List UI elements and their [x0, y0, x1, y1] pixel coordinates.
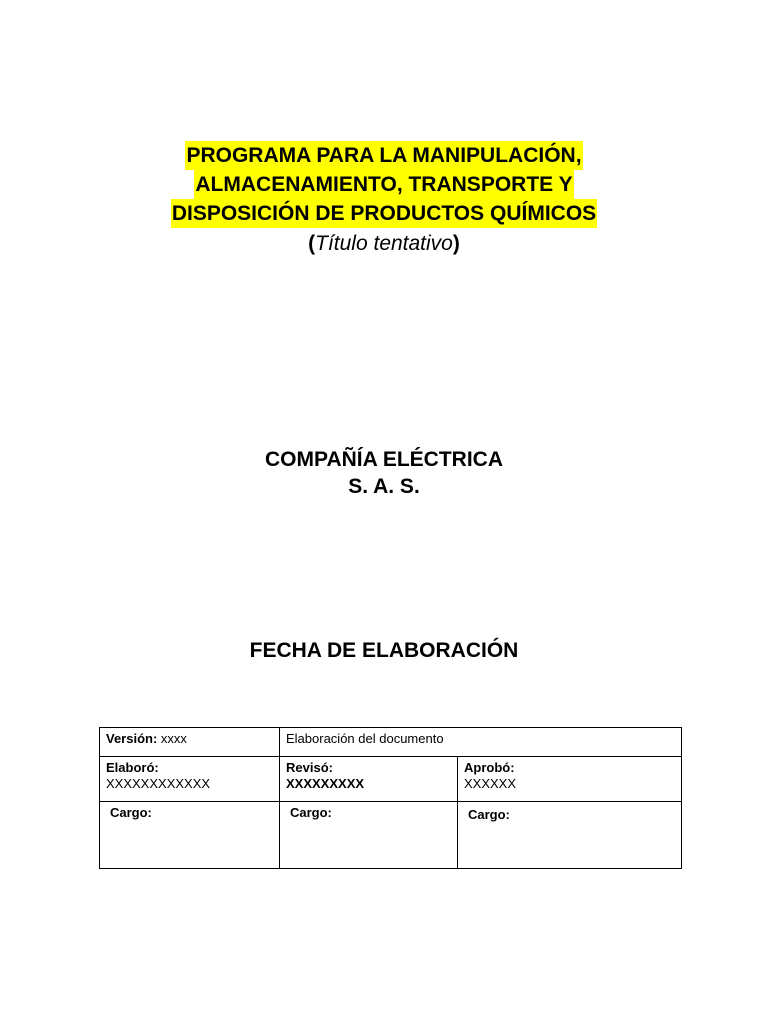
title-line-1: PROGRAMA PARA LA MANIPULACIÓN,: [185, 141, 582, 170]
title-line-3: DISPOSICIÓN DE PRODUCTOS QUÍMICOS: [171, 199, 597, 228]
aprobo-cell: [458, 757, 682, 802]
subtitle-close-paren: ): [452, 232, 460, 255]
aprobo-value: XXXXXX: [464, 776, 517, 791]
table-row: [100, 802, 682, 869]
title-line-2: ALMACENAMIENTO, TRANSPORTE Y: [194, 170, 573, 199]
version-cell: [100, 728, 280, 757]
reviso-cell: [280, 757, 458, 802]
description-cell: [280, 728, 682, 757]
company-name: [0, 446, 768, 500]
document-title: [0, 141, 768, 228]
cargo-cell-1: [100, 802, 280, 869]
elaboro-cell: [100, 757, 280, 802]
company-name-line-1: COMPAÑÍA ELÉCTRICA: [265, 448, 503, 471]
reviso-value: XXXXXXXXX: [286, 776, 365, 791]
table-row: [100, 757, 682, 802]
cargo-cell-3: [458, 802, 682, 869]
description-text: Elaboración del documento: [286, 731, 444, 746]
company-name-line-2: S. A. S.: [348, 475, 420, 498]
subtitle-text: Título tentativo: [315, 232, 453, 255]
document-control-table: [99, 727, 682, 869]
version-value: xxxx: [160, 731, 187, 746]
cargo-label-2: Cargo:: [290, 805, 332, 820]
cargo-label-3: Cargo:: [468, 807, 510, 822]
cargo-cell-2: [280, 802, 458, 869]
subtitle-open-paren: (: [308, 232, 316, 255]
elaboro-value: XXXXXXXXXXXX: [106, 776, 211, 791]
elaboro-label: Elaboró:: [106, 760, 159, 775]
cargo-label-1: Cargo:: [110, 805, 152, 820]
aprobo-label: Aprobó:: [464, 760, 515, 775]
version-label: Versión:: [106, 731, 158, 746]
reviso-label: Revisó:: [286, 760, 333, 775]
table-row: [100, 728, 682, 757]
document-subtitle: [0, 231, 768, 257]
date-heading: FECHA DE ELABORACIÓN: [249, 639, 519, 662]
